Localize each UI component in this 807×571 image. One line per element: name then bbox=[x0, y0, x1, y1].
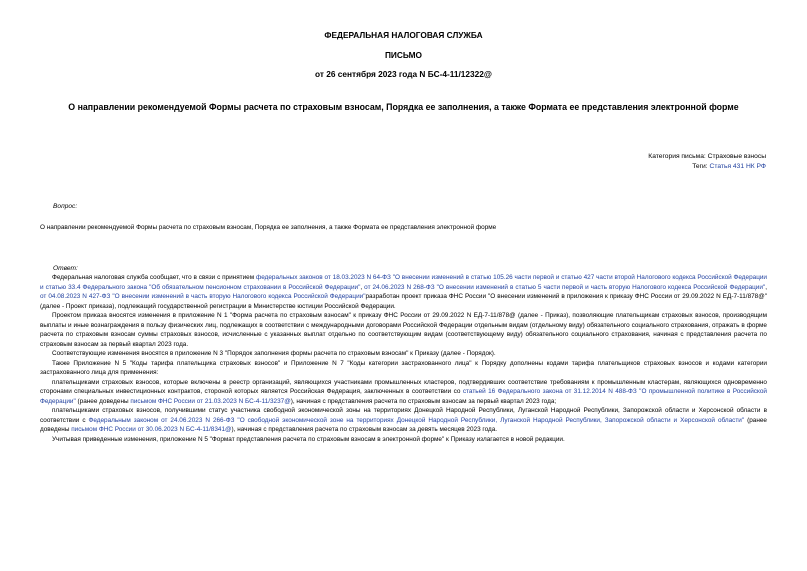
agency-name: ФЕДЕРАЛЬНАЯ НАЛОГОВАЯ СЛУЖБА bbox=[324, 30, 483, 40]
question-label: Вопрос: bbox=[53, 203, 78, 210]
document-type: ПИСЬМО bbox=[384, 50, 423, 60]
letter-category: Категория письма: Страховые взносы bbox=[648, 153, 766, 160]
question-text: О направлении рекомендуемой Формы расчета по страховым взносам, Порядка ее заполнения, а также Формата ее представления электронной форме bbox=[40, 224, 497, 231]
link-law-266-fz[interactable]: Федеральным законом от 24.06.2023 N 266-ФЗ "О свободной экономической зоне на территориях Донецкой Народной Республики, Луганской Народной Республики, Запорожской области и Херсонской области" bbox=[88, 416, 745, 424]
document-date-number: от 26 сентября 2023 года N БС-4-11/12322@ bbox=[315, 69, 492, 79]
answer-paragraph-4: Также Приложение N 5 "Коды тарифа плательщика страховых взносов" и Приложение N 7 "Коды категории застрахованного лица" к Порядку дополнены кодами тарифа плательщиков страховых взносов и кодами категории застрахованного лица для применения: bbox=[40, 359, 767, 376]
answer-paragraph-5: плательщиками страховых взносов, которые включены в реестр организаций, являющихся участниками промышленных кластеров, подтвердивших соответствие требованиям к промышленным кластерам, являющихся одновременно сторонами специальных инвестиционных контрактов, стороной которых является Российская Федерация, заключенных в соответствии со статьей 16 Федерального закона от 31.12.2014 N 488-ФЗ "О промышленной политике в Российской Федерации" (ранее доведены письмом ФНС России от 21.03.2023 N БС-4-11/3237@), начиная с представления расчета по страховым взносам за первый квартал 2023 года; bbox=[40, 378, 767, 405]
document-title: О направлении рекомендуемой Формы расчета по страховым взносам, Порядка ее заполнения, а также Формата ее представления электронной форме bbox=[68, 102, 739, 112]
tags-label: Теги: bbox=[692, 163, 710, 170]
answer-paragraph-6: плательщиками страховых взносов, получившими статус участника свободной экономической зоны на территориях Донецкой Народной Республики, Луганской Народной Республики, Запорожской области и Херсонской области в соответствии с Федеральным законом от 24.06.2023 N 266-ФЗ "О свободной экономической зоне на территориях Донецкой Народной Республики, Луганской Народной Республики, Запорожской области и Херсонской области" (ранее доведены письмом ФНС России от 30.06.2023 N БС-4-11/8341@), начиная с представления расчета по страховым взносам за девять месяцев 2023 года. bbox=[40, 407, 767, 433]
link-law-488-fz[interactable]: статьей 16 Федерального закона от 31.12.2014 N 488-ФЗ "О промышленной политике в Российской Федерации" bbox=[40, 388, 767, 405]
answer-paragraph-2: Проектом приказа вносятся изменения в приложение N 1 "Форма расчета по страховым взносам" к приказу ФНС России от 29.09.2022 N ЕД-7-11/878@ (далее - Приказ), позволяющие плательщикам страховых взносов, производящим выплаты и иные вознаграждения в пользу физических лиц, подлежащих в соответствии с международными договорами Российской Федерации отдельным видам (отдельному виду) обязательного социального страхования, отражать в форме расчета по страховым взносам суммы страховых взносов, исчисленные с указанных выплат отдельно по соответствующим видам (соответствующему виду) обязательного социального страхования, начиная с представления расчета по страховым взносам за первый квартал 2023 года. bbox=[40, 312, 767, 348]
answer-paragraph-7: Учитывая приведенные изменения, приложение N 5 "Формат представления расчета по страховым взносам в электронной форме" к Приказу излагается в новой редакции. bbox=[52, 435, 565, 443]
link-letter-8341[interactable]: письмом ФНС России от 30.06.2023 N БС-4-11/8341@ bbox=[71, 426, 232, 433]
answer-paragraph-1: Федеральная налоговая служба сообщает, что в связи с принятием федеральных законов от 18.03.2023 N 64-ФЗ "О внесении изменений в статью 105.26 части первой и статью 427 части второй Налогового кодекса Российской Федерации и статью 33.4 Федерального закона "Об обязательном пенсионном страховании в Российской Федерации", от 24.06.2023 N 268-ФЗ "О внесении изменений в статью 5 части первой и часть вторую Налогового кодекса Российской Федерации", от 04.08.2023 N 427-ФЗ "О внесении изменений в часть вторую Налогового кодекса Российской Федерации"разработан проект приказа ФНС России "О внесении изменений в приложения к приказу ФНС России от 29.09.2022 N ЕД-7-11/878@" (далее - Проект приказа), подлежащий государственной регистрации в Министерстве юстиции Российской Федерации. bbox=[40, 274, 767, 310]
answer-paragraph-3: Соответствующие изменения вносятся в приложение N 3 "Порядок заполнения формы расчета по страховым взносам" к Приказу (далее - Порядок). bbox=[52, 350, 496, 357]
document-meta bbox=[40, 152, 767, 172]
link-letter-3237[interactable]: письмом ФНС России от 21.03.2023 N БС-4-11/3237@ bbox=[130, 397, 291, 405]
link-law-268-fz[interactable]: от 24.06.2023 N 268-ФЗ "О внесении изменений в статью 5 части первой и часть вторую Налогового кодекса Российской Федерации" bbox=[364, 283, 766, 291]
answer-label: Ответ: bbox=[53, 265, 78, 272]
tag-link-article-431[interactable]: Статья 431 НК РФ bbox=[709, 163, 766, 170]
link-law-427-fz[interactable]: от 04.08.2023 N 427-ФЗ "О внесении изменений в часть вторую Налогового кодекса Российской Федерации" bbox=[40, 293, 366, 300]
link-law-64-fz[interactable]: федеральных законов от 18.03.2023 N 64-ФЗ "О внесении изменений в статью 105.26 части первой и статью 427 части второй Налогового кодекса Российской Федерации и статью 33.4 Федерального закона "Об обязательном пенсионном страховании в Российской Федерации" bbox=[40, 274, 767, 291]
tags-line bbox=[40, 162, 766, 172]
